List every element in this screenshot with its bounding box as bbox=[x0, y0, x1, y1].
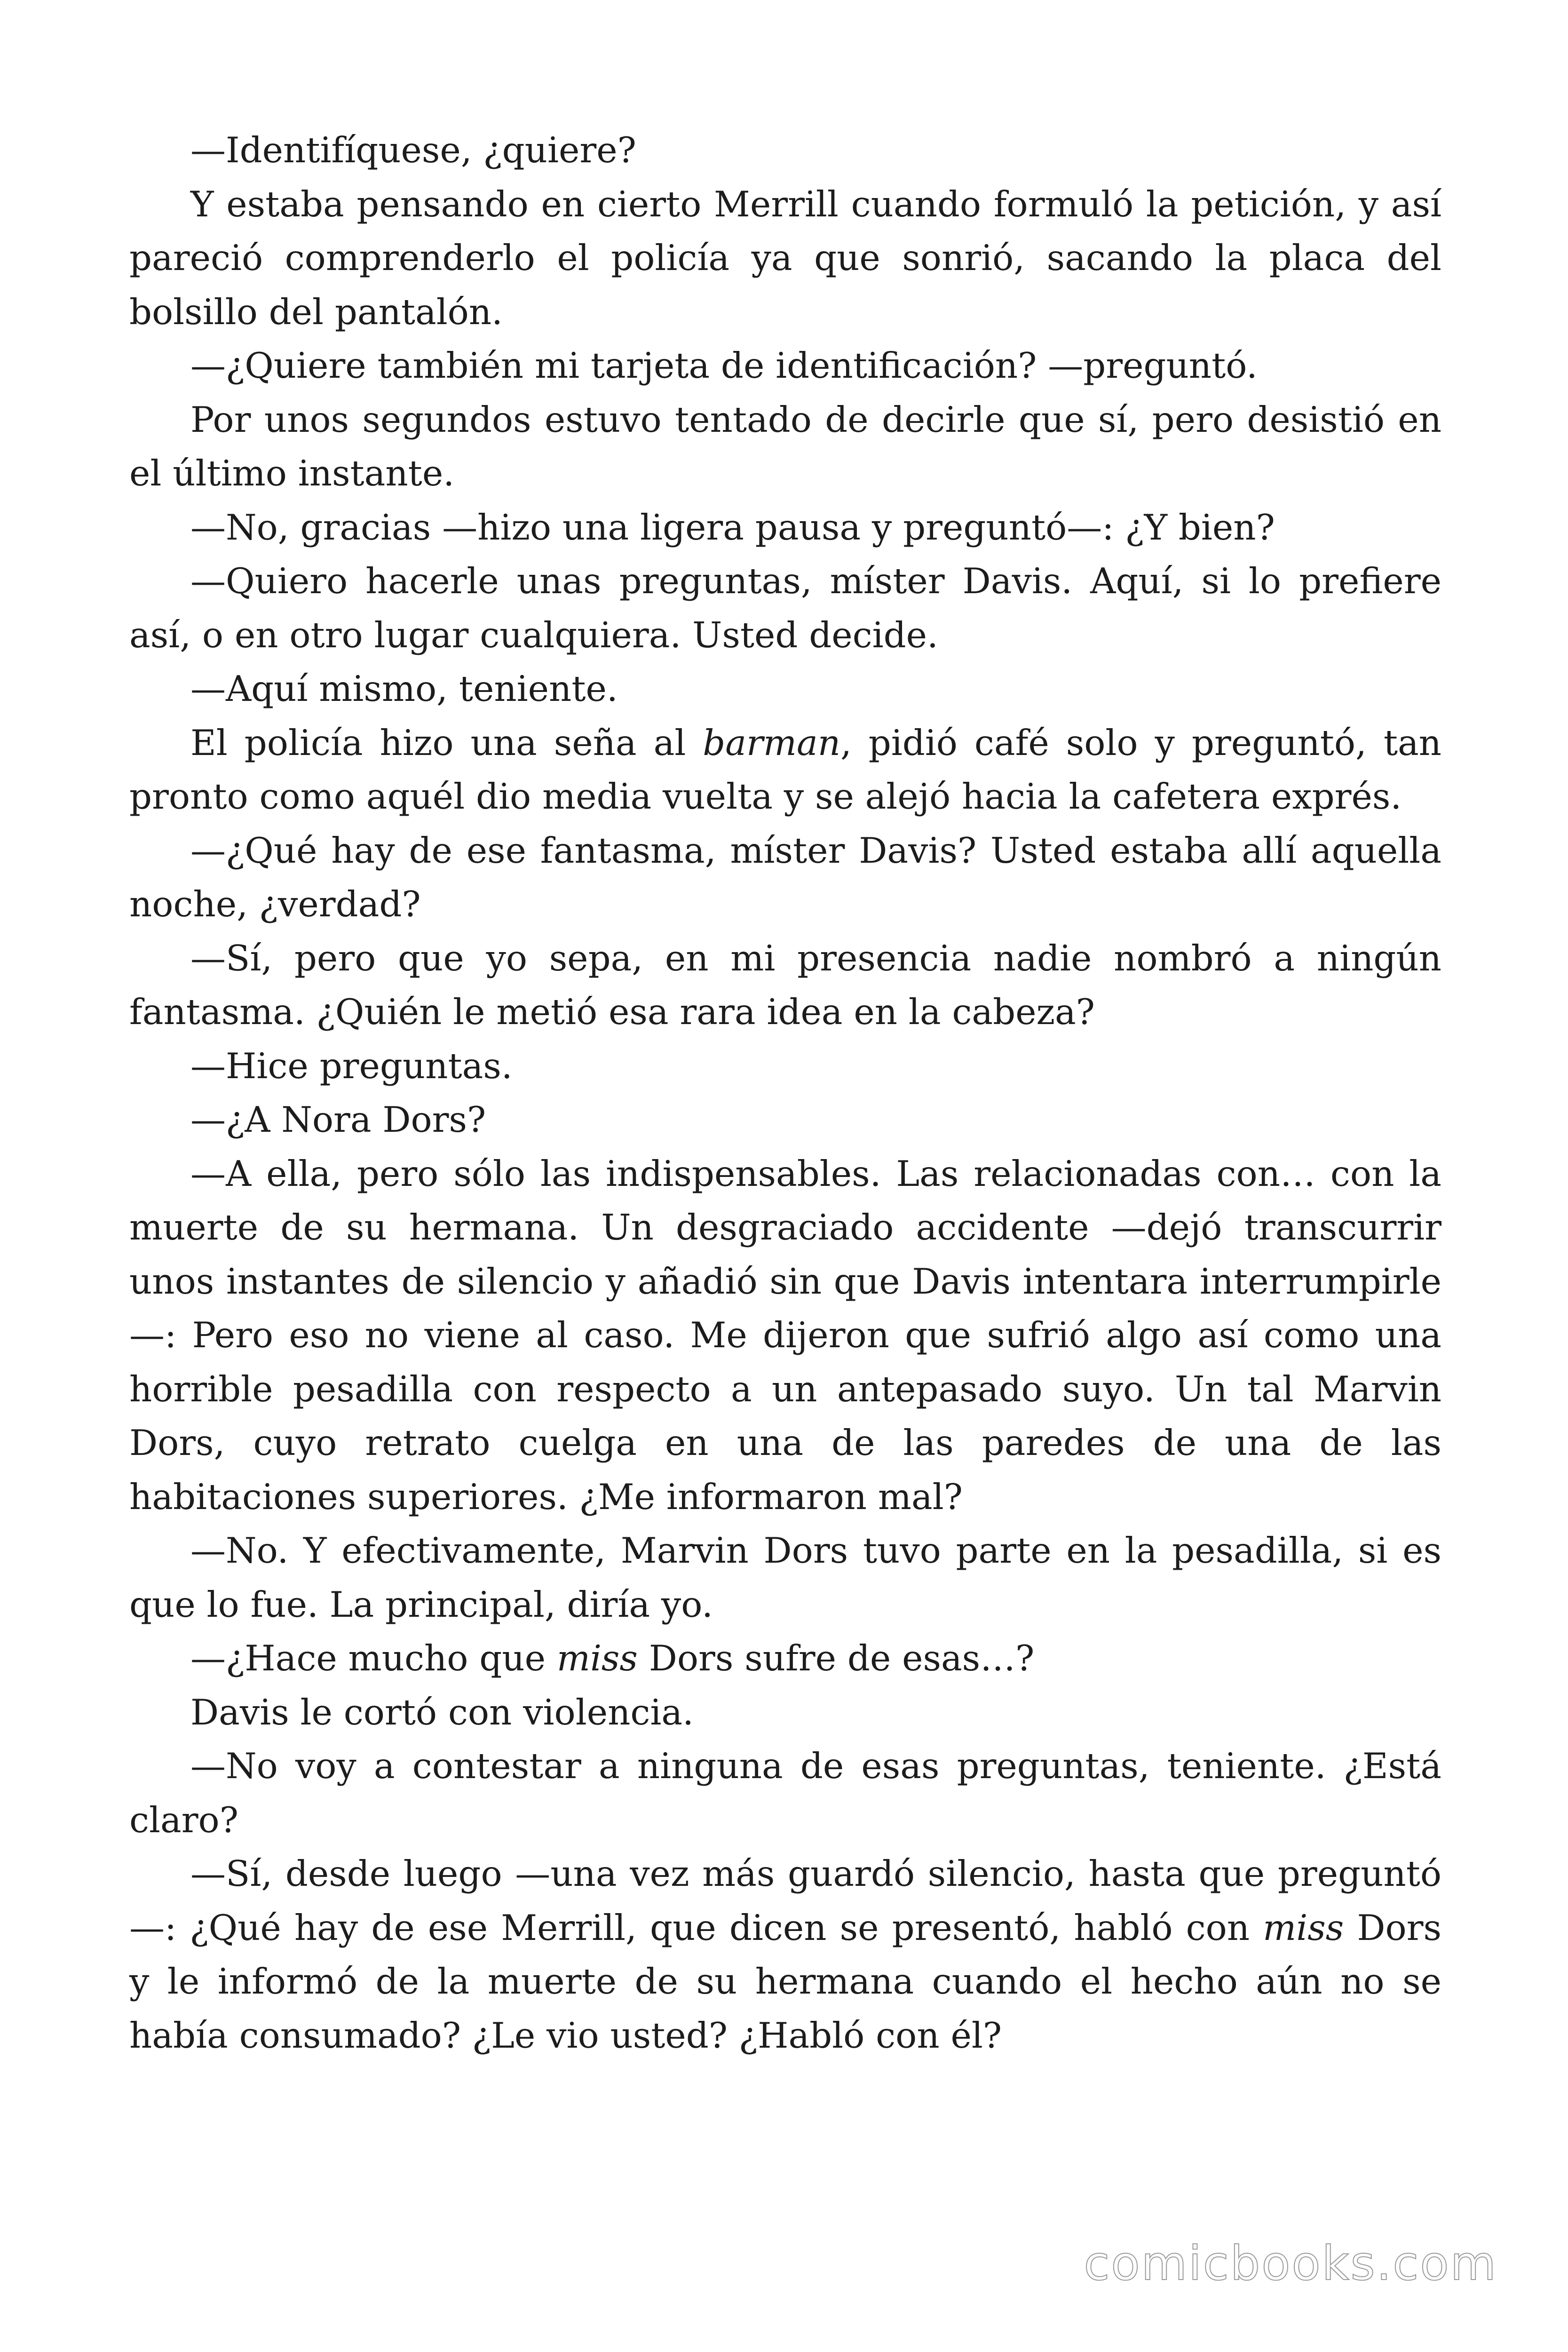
text-run: —Hice preguntas. bbox=[190, 1045, 513, 1087]
paragraph bbox=[129, 824, 1441, 931]
paragraph bbox=[129, 1039, 1441, 1093]
text-run: —¿A Nora Dors? bbox=[190, 1099, 486, 1140]
italic-text: miss bbox=[1263, 1907, 1344, 1948]
paragraph bbox=[129, 123, 1441, 177]
text-run: —¿Quiere también mi tarjeta de identificación? —preguntó. bbox=[190, 345, 1258, 386]
text-run: —No voy a contestar a ninguna de esas preguntas, teniente. ¿Está claro? bbox=[129, 1745, 1441, 1841]
text-run: —No, gracias —hizo una ligera pausa y preguntó—: ¿Y bien? bbox=[190, 506, 1275, 548]
paragraph bbox=[129, 177, 1441, 339]
paragraph bbox=[129, 1524, 1441, 1631]
paragraph bbox=[129, 1631, 1441, 1685]
text-run: —Aquí mismo, teniente. bbox=[190, 668, 618, 709]
text-run: Dors sufre de esas…? bbox=[637, 1637, 1035, 1679]
text-run: , pidió café solo y preguntó, tan pronto como aquél dio media vuelta y se alejó hacia la cafetera exprés. bbox=[129, 722, 1441, 817]
paragraph bbox=[129, 501, 1441, 555]
paragraph bbox=[129, 716, 1441, 824]
text-run: —Sí, desde luego —una vez más guardó silencio, hasta que preguntó—: ¿Qué hay de ese Merrill, que dicen se presentó, habló con bbox=[129, 1853, 1441, 1948]
page-body-text bbox=[129, 123, 1441, 2062]
text-run: —Quiero hacerle unas preguntas, míster Davis. Aquí, si lo prefiere así, o en otro lugar cualquiera. Usted decide. bbox=[129, 560, 1441, 656]
italic-text: barman bbox=[703, 722, 840, 763]
text-run: —Identifíquese, ¿quiere? bbox=[190, 129, 636, 171]
paragraph bbox=[129, 1685, 1441, 1740]
text-run: Por unos segundos estuvo tentado de decirle que sí, pero desistió en el último instante. bbox=[129, 398, 1441, 494]
text-run: —A ella, pero sólo las indispensables. Las relacionadas con… con la muerte de su hermana. Un desgraciado accidente —dejó transcurrir unos instantes de silencio y añadió sin que Davis intentara interrumpirle—: Pero eso no viene al caso. Me dijeron que sufrió algo así como una horrible pesadilla con respecto a un antepasado suyo. Un tal Marvin Dors, cuyo retrato cuelga en una de las paredes de una de las habitaciones superiores. ¿Me informaron mal? bbox=[129, 1152, 1441, 1518]
text-run: —¿Qué hay de ese fantasma, míster Davis? Usted estaba allí aquella noche, ¿verdad? bbox=[129, 829, 1441, 925]
paragraph bbox=[129, 1147, 1441, 1524]
text-run: —No. Y efectivamente, Marvin Dors tuvo parte en la pesadilla, si es que lo fue. La principal, diría yo. bbox=[129, 1530, 1441, 1625]
paragraph bbox=[129, 339, 1441, 393]
italic-text: miss bbox=[556, 1637, 638, 1679]
text-run: —Sí, pero que yo sepa, en mi presencia nadie nombró a ningún fantasma. ¿Quién le metió esa rara idea en la cabeza? bbox=[129, 937, 1441, 1033]
paragraph bbox=[129, 1739, 1441, 1847]
paragraph bbox=[129, 554, 1441, 662]
paragraph bbox=[129, 662, 1441, 716]
paragraph bbox=[129, 393, 1441, 501]
paragraph bbox=[129, 1093, 1441, 1147]
text-run: El policía hizo una seña al bbox=[190, 722, 703, 763]
paragraph bbox=[129, 1847, 1441, 2062]
text-run: —¿Hace mucho que bbox=[190, 1637, 557, 1679]
watermark: comicbooks.com bbox=[1084, 2236, 1497, 2291]
paragraph bbox=[129, 931, 1441, 1039]
text-run: Dors y le informó de la muerte de su hermana cuando el hecho aún no se había consumado? ¿Le vio usted? ¿Habló con él? bbox=[129, 1907, 1441, 2056]
text-run: Davis le cortó con violencia. bbox=[190, 1691, 694, 1733]
text-run: Y estaba pensando en cierto Merrill cuando formuló la petición, y así pareció comprenderlo el policía ya que sonrió, sacando la placa del bolsillo del pantalón. bbox=[129, 183, 1441, 333]
